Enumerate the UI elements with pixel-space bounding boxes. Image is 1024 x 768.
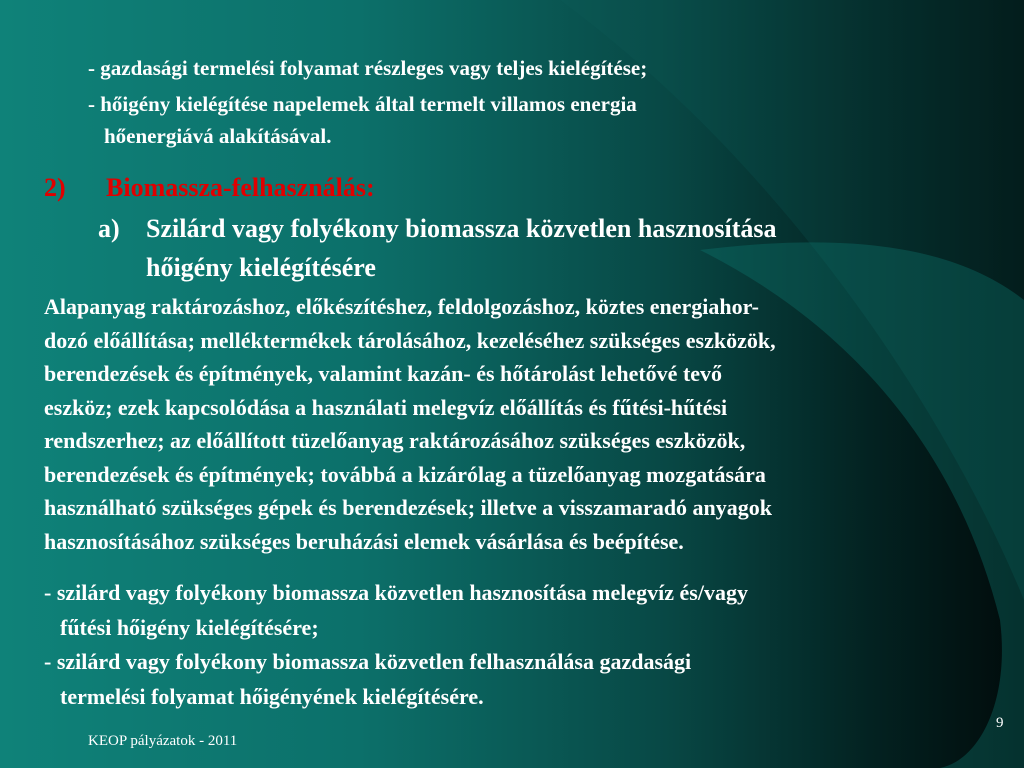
paragraph-line: berendezések és építmények, valamint kazán- és hőtárolást lehetővé tevő	[44, 361, 723, 386]
top-bullet-2: - hőigény kielégítése napelemek által termelt villamos energia	[88, 92, 637, 116]
paragraph-line: berendezések és építmények; továbbá a kizárólag a tüzelőanyag mozgatására	[44, 461, 766, 487]
section-number: 2)	[44, 173, 66, 202]
subsection-line-1: Szilárd vagy folyékony biomassza közvetlen hasznosítása	[146, 214, 777, 243]
paragraph-line: dozó előállítása; melléktermékek tárolásához, kezeléséhez szükséges eszközök,	[44, 327, 776, 353]
footer-text: KEOP pályázatok - 2011	[88, 733, 238, 749]
subsection-line-2: hőigény kielégítésére	[146, 253, 376, 282]
bottom-bullet-1: - szilárd vagy folyékony biomassza közvetlen hasznosítása melegvíz és/vagy	[44, 580, 748, 605]
paragraph-line: használható szükséges gépek és berendezések; illetve a visszamaradó anyagok	[44, 495, 773, 520]
page-number: 9	[996, 715, 1004, 731]
paragraph-line: hasznosításához szükséges beruházási elemek vásárlása és beépítése.	[44, 528, 684, 554]
top-bullet-2-continuation: hőenergiává alakításával.	[104, 124, 332, 148]
section-title: Biomassza-felhasználás:	[106, 173, 375, 202]
paragraph-line: rendszerhez; az előállított tüzelőanyag raktározásához szükséges eszközök,	[44, 428, 746, 453]
top-bullet-1: - gazdasági termelési folyamat részleges vagy teljes kielégítése;	[88, 56, 648, 80]
bottom-bullet-1-continuation: fűtési hőigény kielégítésére;	[60, 615, 319, 640]
paragraph-line: eszköz; ezek kapcsolódása a használati melegvíz előállítás és fűtési-hűtési	[44, 394, 728, 420]
bottom-bullet-2: - szilárd vagy folyékony biomassza közvetlen felhasználása gazdasági	[44, 649, 692, 674]
subsection-letter: a)	[98, 214, 120, 243]
paragraph-line: Alapanyag raktározáshoz, előkészítéshez, feldolgozáshoz, köztes energiahor-	[44, 294, 759, 319]
bottom-bullet-2-continuation: termelési folyamat hőigényének kielégítésére.	[60, 684, 484, 709]
